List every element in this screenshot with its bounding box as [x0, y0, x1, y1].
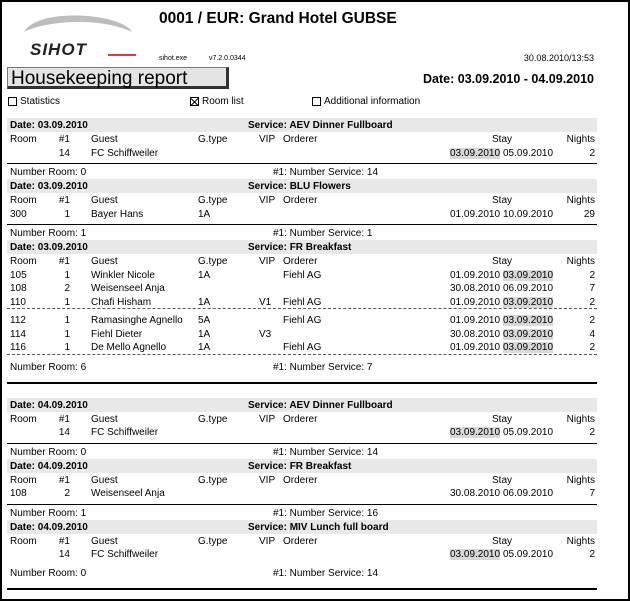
- column-header-num: #1: [58, 535, 70, 547]
- cell-nights: 29: [583, 208, 595, 220]
- cell-vip: V3: [259, 328, 272, 340]
- section-service: Service: AEV Dinner Fullboard: [248, 399, 393, 411]
- cell-num: 2: [64, 283, 70, 294]
- column-header-num: #1: [58, 134, 70, 145]
- column-header-gtype: G.type: [198, 195, 228, 206]
- cell-dep: 10.09.2010: [503, 208, 554, 220]
- number-room: Number Room: 0: [10, 446, 87, 458]
- cell-arr: 03.09.2010: [450, 427, 501, 438]
- column-header-stay: Stay: [492, 474, 513, 486]
- column-header-row: [7, 254, 597, 268]
- cell-arr: 30.08.2010: [450, 328, 501, 340]
- cell-dep: 06.09.2010: [503, 488, 554, 499]
- cell-nights: 2: [589, 269, 595, 281]
- hotel-title: 0001 / EUR: Grand Hotel GUBSE: [159, 10, 397, 27]
- number-service: #1: Number Service: 16: [273, 507, 379, 519]
- report-body: [7, 118, 597, 590]
- column-header-guest: Guest: [91, 195, 118, 206]
- day-break-spacer: [7, 384, 597, 398]
- column-header-nights: Nights: [566, 256, 595, 267]
- cell-nights: 7: [589, 283, 595, 294]
- column-header-room: Room: [10, 535, 37, 547]
- cell-num: 2: [64, 488, 70, 499]
- cell-gtype: 5A: [198, 315, 211, 326]
- cell-room: 114: [10, 328, 26, 340]
- cell-gtype: 1A: [198, 342, 211, 353]
- section-header: [7, 118, 597, 132]
- cell-room: 116: [10, 342, 26, 353]
- cell-nights: 4: [589, 328, 595, 340]
- column-header-vip: VIP: [259, 413, 276, 425]
- cell-arr: 03.09.2010: [450, 147, 501, 159]
- cell-guest: Fiehl Dieter: [91, 328, 143, 340]
- column-header-gtype: G.type: [198, 256, 228, 267]
- cell-arr: 03.09.2010: [450, 549, 501, 560]
- cell-nights: 2: [589, 296, 595, 308]
- checkbox-checked-icon[interactable]: [190, 97, 199, 106]
- sihot-logo: [10, 10, 142, 60]
- table-row: [7, 281, 597, 295]
- cell-guest: Winkler Nicole: [91, 269, 155, 281]
- column-header-vip: VIP: [259, 256, 276, 267]
- number-room: Number Room: 1: [10, 228, 87, 239]
- section-footer: [7, 443, 597, 459]
- cell-room: 108: [10, 488, 27, 499]
- column-header-num: #1: [58, 195, 70, 206]
- table-row: [7, 425, 597, 439]
- column-header-num: #1: [58, 256, 70, 267]
- cell-gtype: 1A: [198, 269, 211, 281]
- column-header-stay: Stay: [492, 195, 513, 206]
- number-room: Number Room: 0: [10, 567, 87, 579]
- cell-arr: 01.09.2010: [450, 296, 501, 308]
- column-header-num: #1: [58, 413, 70, 425]
- column-header-gtype: G.type: [198, 535, 228, 547]
- number-service: #1: Number Service: 14: [273, 567, 379, 579]
- cell-arr: 30.08.2010: [450, 488, 501, 499]
- column-header-orderer: Orderer: [283, 134, 318, 145]
- column-header-guest: Guest: [91, 256, 118, 267]
- service-section: [7, 118, 597, 179]
- section-date: Date: 04.09.2010: [10, 399, 88, 411]
- cell-dep: 03.09.2010: [503, 328, 554, 340]
- column-header-stay: Stay: [492, 134, 513, 145]
- cell-room: 300: [10, 208, 27, 220]
- column-header-vip: VIP: [259, 474, 276, 486]
- cell-num: 1: [64, 296, 70, 308]
- service-section: [7, 459, 597, 520]
- cell-num: 1: [64, 328, 70, 340]
- cell-gtype: 1A: [198, 208, 211, 220]
- column-header-row: [7, 473, 597, 487]
- column-header-vip: VIP: [259, 195, 276, 206]
- table-row: [7, 340, 597, 355]
- cell-nights: 2: [589, 549, 595, 560]
- column-header-row: [7, 193, 597, 207]
- cell-num: 14: [58, 549, 70, 560]
- section-footer: [7, 359, 597, 374]
- checkbox-icon[interactable]: [8, 97, 17, 106]
- column-header-guest: Guest: [91, 413, 118, 425]
- cell-num: 1: [64, 269, 70, 281]
- cell-guest: FC Schiffweiler: [91, 549, 159, 560]
- section-footer: [7, 565, 597, 580]
- cell-arr: 30.08.2010: [450, 283, 501, 294]
- number-service: #1: Number Service: 1: [273, 228, 373, 239]
- cell-dep: 03.09.2010: [503, 315, 554, 326]
- cell-guest: FC Schiffweiler: [91, 427, 159, 438]
- cell-guest: Weisenseel Anja: [91, 488, 165, 499]
- cell-guest: De Mello Agnello: [91, 342, 167, 353]
- column-header-nights: Nights: [566, 535, 595, 547]
- column-header-stay: Stay: [492, 256, 513, 267]
- cell-nights: 7: [589, 488, 595, 499]
- cell-orderer: Fiehl AG: [283, 342, 322, 353]
- column-header-orderer: Orderer: [283, 474, 318, 486]
- column-header-room: Room: [10, 134, 37, 145]
- section-date: Date: 03.09.2010: [10, 181, 88, 192]
- number-room: Number Room: 1: [10, 507, 87, 519]
- section-header: [7, 520, 597, 534]
- section-service: Service: BLU Flowers: [248, 181, 351, 192]
- column-header-nights: Nights: [566, 474, 595, 486]
- cell-dep: 03.09.2010: [503, 296, 554, 308]
- section-header: [7, 179, 597, 193]
- column-header-row: [7, 534, 597, 548]
- option-label: Statistics: [20, 96, 61, 107]
- cell-gtype: 1A: [198, 296, 211, 308]
- table-row: [7, 207, 597, 221]
- service-section: [7, 240, 597, 384]
- section-date: Date: 03.09.2010: [10, 120, 88, 131]
- option-room-list[interactable]: [190, 96, 244, 107]
- version: v7.2.0.0344: [209, 55, 246, 62]
- option-additional-information[interactable]: [312, 96, 420, 107]
- section-footer: [7, 163, 597, 179]
- number-service: #1: Number Service: 14: [273, 167, 379, 178]
- section-service: Service: FR Breakfast: [248, 460, 352, 472]
- cell-room: 112: [10, 315, 26, 326]
- service-section: [7, 520, 597, 590]
- cell-nights: 2: [589, 427, 595, 438]
- number-room: Number Room: 0: [10, 167, 87, 178]
- section-service: Service: FR Breakfast: [248, 242, 352, 253]
- table-row: [7, 146, 597, 160]
- cell-guest: FC Schiffweiler: [91, 147, 159, 159]
- column-header-row: [7, 132, 597, 146]
- section-header: [7, 398, 597, 412]
- cell-dep: 03.09.2010: [503, 269, 554, 281]
- report-title: Housekeeping report: [7, 67, 229, 89]
- cell-orderer: Fiehl AG: [283, 269, 322, 281]
- day-end-rule: [7, 588, 597, 590]
- table-row: [7, 486, 597, 500]
- option-statistics[interactable]: [8, 96, 60, 107]
- cell-gtype: 1A: [198, 328, 211, 340]
- cell-nights: 2: [589, 315, 595, 326]
- number-service: #1: Number Service: 14: [273, 446, 379, 458]
- cell-arr: 01.09.2010: [450, 269, 501, 281]
- checkbox-icon[interactable]: [312, 97, 321, 106]
- cell-dep: 05.09.2010: [503, 549, 554, 560]
- cell-guest: Weisenseel Anja: [91, 283, 165, 294]
- cell-guest: Bayer Hans: [91, 208, 144, 220]
- cell-guest: Ramasinghe Agnello: [91, 315, 183, 326]
- column-header-vip: VIP: [259, 134, 276, 145]
- cell-dep: 05.09.2010: [503, 147, 554, 159]
- cell-nights: 2: [589, 342, 595, 353]
- column-header-stay: Stay: [492, 535, 513, 547]
- cell-arr: 01.09.2010: [450, 208, 501, 220]
- section-service: Service: MIV Lunch full board: [248, 521, 389, 533]
- section-date: Date: 04.09.2010: [10, 460, 88, 472]
- section-date: Date: 03.09.2010: [10, 242, 88, 253]
- column-header-guest: Guest: [91, 535, 118, 547]
- column-header-guest: Guest: [91, 474, 118, 486]
- column-header-guest: Guest: [91, 134, 118, 145]
- cell-dep: 03.09.2010: [503, 342, 554, 353]
- cell-num: 1: [64, 315, 70, 326]
- table-row: [7, 268, 597, 282]
- cell-num: 1: [64, 208, 70, 220]
- number-service: #1: Number Service: 7: [273, 361, 373, 373]
- column-header-nights: Nights: [566, 134, 595, 145]
- table-row: [7, 547, 597, 561]
- column-header-gtype: G.type: [198, 413, 228, 425]
- column-header-room: Room: [10, 256, 37, 267]
- table-row: [7, 327, 597, 341]
- column-header-orderer: Orderer: [283, 195, 318, 206]
- cell-room: 110: [10, 296, 26, 308]
- column-header-gtype: G.type: [198, 134, 228, 145]
- service-section: [7, 179, 597, 240]
- column-header-nights: Nights: [566, 195, 595, 206]
- logo-text: SIHOT: [30, 40, 87, 59]
- column-header-vip: VIP: [259, 535, 276, 547]
- cell-vip: V1: [259, 296, 272, 308]
- column-header-nights: Nights: [566, 413, 595, 425]
- cell-num: 14: [58, 427, 70, 438]
- cell-room: 105: [10, 269, 27, 281]
- cell-room: 108: [10, 283, 27, 294]
- cell-arr: 01.09.2010: [450, 315, 501, 326]
- section-header: [7, 240, 597, 254]
- print-datetime: 30.08.2010/13:53: [523, 53, 594, 63]
- table-row: [7, 313, 597, 327]
- column-header-room: Room: [10, 413, 37, 425]
- cell-guest: Chafi Hisham: [91, 296, 152, 308]
- column-header-row: [7, 412, 597, 426]
- column-header-stay: Stay: [492, 413, 513, 425]
- table-row: [7, 295, 597, 310]
- section-footer: [7, 504, 597, 520]
- section-header: [7, 459, 597, 473]
- section-footer: [7, 224, 597, 240]
- option-label: Additional information: [324, 96, 421, 107]
- service-section: [7, 398, 597, 459]
- column-header-gtype: G.type: [198, 474, 228, 486]
- column-header-num: #1: [58, 474, 70, 486]
- column-header-orderer: Orderer: [283, 535, 318, 547]
- cell-nights: 2: [589, 147, 595, 159]
- date-range: Date: 03.09.2010 - 04.09.2010: [423, 72, 594, 86]
- exe-name: sihot.exe: [159, 55, 188, 62]
- cell-dep: 05.09.2010: [503, 427, 554, 438]
- column-header-room: Room: [10, 474, 37, 486]
- cell-orderer: Fiehl AG: [283, 315, 322, 326]
- cell-num: 14: [58, 147, 70, 159]
- section-service: Service: AEV Dinner Fullboard: [248, 120, 393, 131]
- cell-arr: 01.09.2010: [450, 342, 501, 353]
- cell-dep: 06.09.2010: [503, 283, 554, 294]
- option-label: Room list: [202, 96, 244, 107]
- cell-orderer: Fiehl AG: [283, 296, 322, 308]
- section-date: Date: 04.09.2010: [10, 521, 88, 533]
- cell-num: 1: [64, 342, 70, 353]
- column-header-orderer: Orderer: [283, 256, 318, 267]
- column-header-room: Room: [10, 195, 37, 206]
- number-room: Number Room: 6: [10, 361, 87, 373]
- column-header-orderer: Orderer: [283, 413, 318, 425]
